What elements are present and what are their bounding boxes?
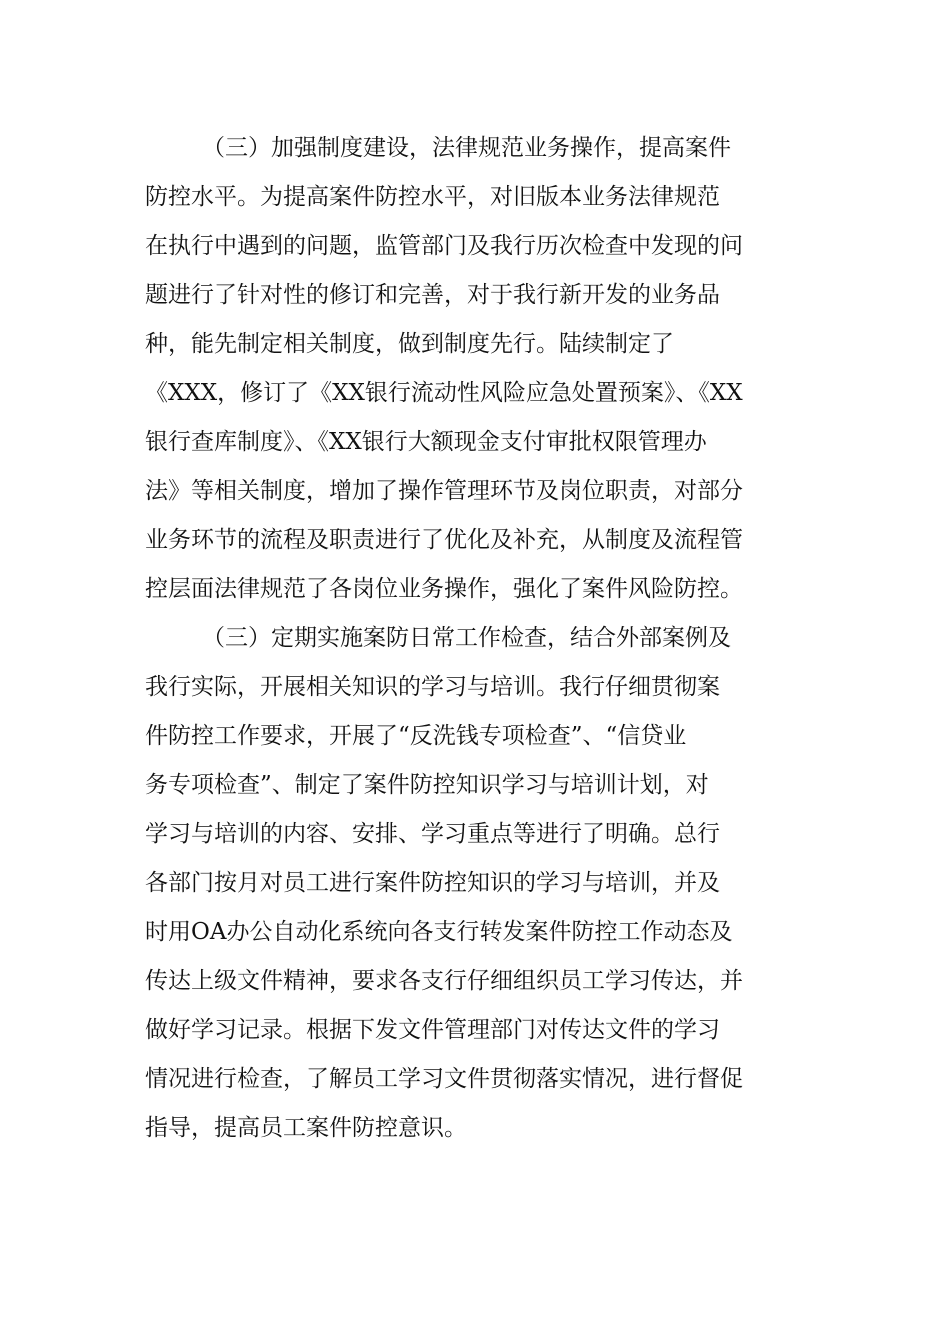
text-line: 件防控工作要求，开展了“反洗钱专项检查”、“信贷业 — [145, 723, 687, 749]
text-line: 业务环节的流程及职责进行了优化及补充，从制度及流程管 — [145, 527, 743, 553]
text-line: 情况进行检查，了解员工学习文件贯彻落实情况，进行督促 — [145, 1066, 743, 1092]
paragraph-regular-inspection — [145, 614, 805, 1153]
text-line: 时用OA办公自动化系统向各支行转发案件防控工作动态及 — [145, 919, 733, 945]
text-line: （三）加强制度建设，法律规范业务操作，提高案件 — [202, 135, 731, 161]
text-line: 做好学习记录。根据下发文件管理部门对传达文件的学习 — [145, 1017, 720, 1043]
paragraph-system-building — [145, 124, 805, 614]
text-line: 《XXX，修订了《XX银行流动性风险应急处置预案》、《XX — [145, 380, 743, 406]
text-line: （三）定期实施案防日常工作检查，结合外部案例及 — [202, 625, 731, 651]
text-line: 务专项检查”、制定了案件防控知识学习与培训计划，对 — [145, 772, 709, 798]
text-line: 银行查库制度》、《XX银行大额现金支付审批权限管理办 — [145, 429, 707, 455]
text-line: 种，能先制定相关制度，做到制度先行。陆续制定了 — [145, 331, 674, 357]
text-line: 法》等相关制度，增加了操作管理环节及岗位职责，对部分 — [145, 478, 743, 504]
text-line: 各部门按月对员工进行案件防控知识的学习与培训，并及 — [145, 870, 720, 896]
text-line: 学习与培训的内容、安排、学习重点等进行了明确。总行 — [145, 821, 720, 847]
document-body — [145, 124, 805, 1153]
text-line: 控层面法律规范了各岗位业务操作，强化了案件风险防控。 — [145, 576, 743, 602]
text-line: 传达上级文件精神，要求各支行仔细组织员工学习传达，并 — [145, 968, 743, 994]
text-line: 防控水平。为提高案件防控水平，对旧版本业务法律规范 — [145, 184, 720, 210]
text-line: 我行实际，开展相关知识的学习与培训。我行仔细贯彻案 — [145, 674, 720, 700]
text-line: 题进行了针对性的修订和完善，对于我行新开发的业务品 — [145, 282, 720, 308]
text-line: 在执行中遇到的问题，监管部门及我行历次检查中发现的问 — [145, 233, 743, 259]
text-line: 指导，提高员工案件防控意识。 — [145, 1115, 467, 1141]
